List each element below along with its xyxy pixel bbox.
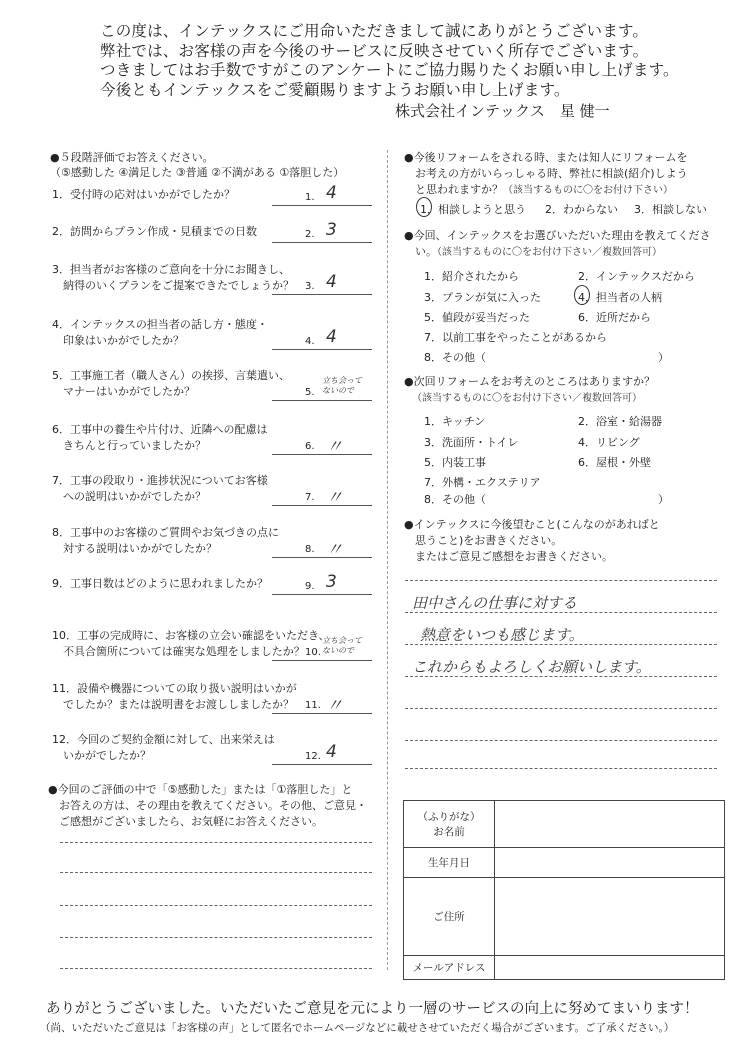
furigana-label: （ふりがな） [417,811,481,823]
reason-line: ●今回のご評価の中で「⑤感動した」または「①落胆した」と [48,783,353,796]
choice-reason-question [404,228,711,261]
customer-info-table [403,800,725,980]
reason-answer-line[interactable] [60,937,372,938]
info-row-address [404,877,724,956]
choice-option-6[interactable]: 6．近所だから [578,311,651,324]
rating-answer-number: 8. [305,544,315,555]
reform-option-6[interactable]: 6．屋根・外壁 [578,456,651,469]
wishes-line: またはご意見ご感想をお書きください。 [404,550,613,563]
wishes-line: 思うこと)をお書きください。 [404,534,563,547]
name-label: お名前 [433,826,465,838]
rating-handwritten-answer: 〃 [326,488,343,508]
rating-answer-line[interactable] [272,505,372,506]
column-divider [387,150,388,970]
info-row-name [404,801,724,848]
rating-answer-line[interactable] [272,557,372,558]
rating-answer-line[interactable] [272,294,372,295]
choice-reason-line: い。（該当するものに〇をお付け下さい／複数回答可） [404,245,662,258]
rating-question-text: 7．工事の段取り・進捗状況についてお客様 [52,474,268,487]
rating-handwritten-answer: 4 [326,327,337,347]
reform-option-3[interactable]: 3．洗面所・トイレ [424,436,519,449]
rating-question-text: 4．インテックスの担当者の話し方・態度・ [52,318,268,331]
choice-reason-hint: （該当するものに〇をお付け下さい／複数回答可） [437,247,662,258]
referral-option-1[interactable]: 1．相談しようと思う [420,203,526,216]
signature: 株式会社インテックス 星 健一 [395,102,610,120]
rating-scale: （⑤感動した ④満足した ③普通 ②不満がある ①落胆した） [50,166,345,179]
footer-note: （尚、いただいたご意見は「お客様の声」として匿名でホームページなどに載せさせていただく場合がございます。ご了承ください。） [40,1022,675,1034]
birth-label: 生年月日 [428,856,470,869]
referral-line: と思われますか？（該当するものに〇をお付け下さい） [404,183,673,196]
choice-option-7[interactable]: 7．以前工事をやったことがあるから [424,331,607,344]
rating-handwritten-answer: 〃 [326,437,343,457]
wishes-answer-line[interactable] [405,580,717,581]
reason-answer-line[interactable] [60,905,372,906]
choice-option-2[interactable]: 2．インテックスだから [578,270,695,283]
wishes-answer-line[interactable] [405,740,717,741]
rating-answer-line[interactable] [272,242,372,243]
rating-answer-number: 9. [305,581,315,592]
selected-circle-mark [416,197,432,217]
reform-option-5[interactable]: 5．内装工事 [424,456,486,469]
intro-text [100,22,679,100]
next-reform-hint: （該当するものに〇をお付け下さい／複数回答可） [412,393,642,404]
intro-line: 今後ともインテックスをご愛顧賜りますようお願い申し上げます。 [100,80,570,99]
rating-answer-line[interactable] [272,205,372,206]
referral-question [404,150,688,199]
rating-handwritten-note: 立ち会って ないので [322,376,362,395]
choice-option-4[interactable]: 4．担当者の人柄 [578,291,662,304]
rating-handwritten-answer: 3 [326,220,337,240]
rating-question-text: 1．受付時の応対はいかがでしたか？ [52,188,235,201]
reason-line: お答えの方は、その理由を教えてください。その他、ご意見・ [48,799,367,812]
footer-thanks: ありがとうございました。いただいたご意見を元により一層のサービスの向上に努めてまいります！ [46,1001,699,1017]
choice-reason-line: ●今回、インテックスをお選びいただいた理由を教えてくださ [404,229,711,242]
rating-answer-number: 5. [305,387,315,398]
rating-question-text: でしたか？または説明書をお渡ししましたか？ [52,698,294,711]
rating-answer-number: 10. [305,647,321,658]
wishes-answer-line[interactable] [405,708,717,709]
rating-question-text: 5．工事施工者（職人さん）の挨拶、言葉遣い、 [52,369,290,382]
reform-option-8[interactable]: 8．その他（ [424,493,486,506]
wishes-prompt [404,517,660,565]
email-label: メールアドレス [412,961,486,974]
wishes-answer-line[interactable] [405,768,717,769]
reason-answer-line[interactable] [60,872,372,873]
wishes-handwritten-line: これからもよろしくお願いします。 [412,658,651,676]
rating-question-text: への説明はいかがでしたか？ [52,490,206,503]
referral-line: お考えの方がいらっしゃる時、弊社に相談(紹介)しよう [404,167,688,180]
rating-title: ●５段階評価でお答えください。 [50,151,214,164]
referral-option-2[interactable]: 2．わからない [545,203,618,216]
rating-answer-line[interactable] [272,713,372,714]
choice-option-3[interactable]: 3．プランが気に入った [424,291,541,304]
rating-question-text: いかがでしたか？ [52,749,151,762]
wishes-line: ●インテックスに今後望むこと(こんなのがあればと [404,518,660,531]
rating-answer-line[interactable] [272,454,372,455]
intro-line: この度は、インテックスにご用命いただきまして誠にありがとうございます。 [100,22,649,40]
rating-question-text: 2．訪問からプラン作成・見積までの日数 [52,225,257,238]
rating-answer-number: 11. [305,700,321,711]
reason-prompt [48,782,367,830]
rating-question-text: 納得のいくプランをご提案できたでしょうか？ [52,279,294,292]
wishes-handwritten-line: 田中さんの仕事に対する [412,594,578,612]
rating-handwritten-answer: 〃 [326,696,343,716]
rating-question-text: きちんと行っていましたか？ [52,439,206,452]
rating-answer-number: 3. [305,281,315,292]
referral-line: ●今後リフォームをされる時、または知人にリフォームを [404,151,688,164]
choice-option-1[interactable]: 1．紹介されたから [424,270,519,283]
rating-answer-number: 12. [305,751,321,762]
rating-answer-number: 2. [305,229,315,240]
rating-answer-number: 7. [305,492,315,503]
next-reform-title: ●次回リフォームをお考えのところはありますか？ [404,375,656,388]
rating-answer-number: 4. [305,336,315,347]
rating-question-text: 11．設備や機器についての取り扱い説明はいかが [52,682,297,695]
rating-question-text: マナーはいかがでしたか？ [52,385,195,398]
rating-answer-number: 1. [305,192,315,203]
rating-question-text: 6．工事中の養生や片付け、近隣への配慮は [52,423,268,436]
rating-handwritten-answer: 3 [326,572,337,592]
reform-option-8-close: ） [658,493,669,506]
rating-question-text: 印象はいかがでしたか？ [52,334,184,347]
rating-question-text: 不具合箇所については確実な処理をしましたか？ [52,645,305,658]
referral-hint: （該当するものに〇をお付け下さい） [503,185,673,196]
rating-answer-number: 6. [305,441,315,452]
rating-answer-line[interactable] [272,594,372,595]
reason-line: ご感想がございましたら、お気軽にお答えください。 [48,815,323,828]
reason-answer-line[interactable] [60,968,372,969]
reform-option-4[interactable]: 4．リビング [578,436,640,449]
rating-question-text: 8．工事中のお客様のご質問やお気づきの点に [52,526,279,539]
intro-line: つきましてはお手数ですがこのアンケートにご協力賜りたくお願い申し上げます。 [100,61,679,79]
rating-answer-line[interactable] [272,349,372,350]
choice-option-8-close: ） [658,351,669,364]
rating-question-text: 対する説明はいかがでしたか？ [52,542,217,555]
wishes-handwritten-line: 熱意をいつも感じます。 [420,626,584,644]
rating-handwritten-answer: 4 [326,272,337,292]
rating-handwritten-answer: 4 [326,742,337,762]
rating-answer-line[interactable] [272,400,372,401]
reason-answer-line[interactable] [60,842,372,843]
rating-handwritten-answer: 〃 [326,540,343,560]
rating-question-text: 3．担当者がお客様のご意向を十分にお聞きし、 [52,263,290,276]
choice-option-8[interactable]: 8．その他（ [424,351,486,364]
rating-question-text: 10．工事の完成時に、お客様の立会い確認をいただき、 [52,629,330,642]
choice-option-5[interactable]: 5．値段が妥当だった [424,311,530,324]
address-label: ご住所 [433,910,465,923]
reform-option-2[interactable]: 2．浴室・給湯器 [578,415,662,428]
selected-circle-mark [574,285,590,305]
rating-answer-line[interactable] [272,660,372,661]
rating-handwritten-note: 立ち会って ないので [322,636,362,655]
rating-answer-line[interactable] [272,764,372,765]
reform-option-1[interactable]: 1．キッチン [424,415,486,428]
intro-line: 弊社では、お客様の声を今後のサービスに反映させていく所存でございます。 [100,41,649,60]
rating-question-text: 9．工事日数はどのように思われましたか？ [52,577,268,590]
rating-handwritten-answer: 4 [326,183,337,203]
info-row-birth [404,847,724,878]
reform-option-7[interactable]: 7．外構・エクステリア [424,476,541,489]
info-row-email [404,955,724,979]
rating-question-text: 12．今回のご契約金額に対して、出来栄えは [52,733,275,746]
referral-option-3[interactable]: 3．相談しない [634,203,707,216]
